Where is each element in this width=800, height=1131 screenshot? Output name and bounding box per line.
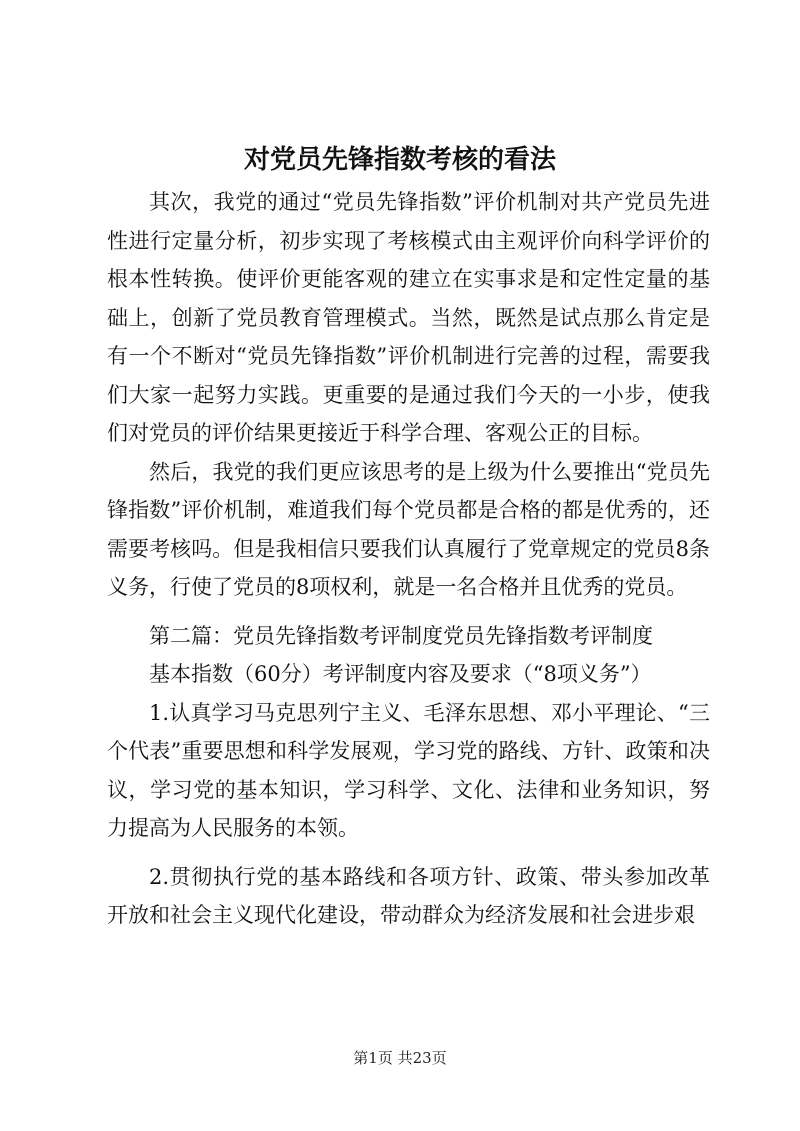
list-item: 1.认真学习马克思列宁主义、毛泽东思想、邓小平理论、“三个代表”重要思想和科学发展观，学习党的路线、方针、政策和决议，学习党的基本知识，学习科学、文化、法律和业务知识，努力提高为人民服务的本领。: [107, 700, 710, 840]
document-title: 对党员先锋指数考核的看法: [243, 145, 556, 175]
paragraph: 其次，我党的通过“党员先锋指数”评价机制对共产党员先进性进行定量分析，初步实现了考核模式由主观评价向科学评价的根本性转换。使评价更能客观的建立在实事求是和定性定量的基础上，创新了党员教育管理模式。当然，既然是试点那么肯定是有一个不断对“党员先锋指数”评价机制进行完善的过程，需要我们大家一起努力实践。更重要的是通过我们今天的一小步，使我们对党员的评价结果更接近于科学合理、客观公正的目标。: [107, 190, 710, 445]
document-body: [107, 183, 710, 935]
paragraph: 基本指数（60分）考评制度内容及要求（“8项义务”）: [149, 662, 652, 686]
page-footer: 第1页 共23页: [353, 1049, 447, 1067]
paragraph: 然后，我党的我们更应该思考的是上级为什么要推出“党员先锋指数”评价机制，难道我们每个党员都是合格的都是优秀的，还需要考核吗。但是我相信只要我们认真履行了党章规定的党员8条义务，行使了党员的8项权利，就是一名合格并且优秀的党员。: [107, 459, 710, 599]
list-item: 2.贯彻执行党的基本路线和各项方针、政策、带头参加改革开放和社会主义现代化建设，带动群众为经济发展和社会进步艰: [107, 864, 710, 927]
section-heading: 第二篇：党员先锋指数考评制度党员先锋指数考评制度: [149, 623, 653, 648]
